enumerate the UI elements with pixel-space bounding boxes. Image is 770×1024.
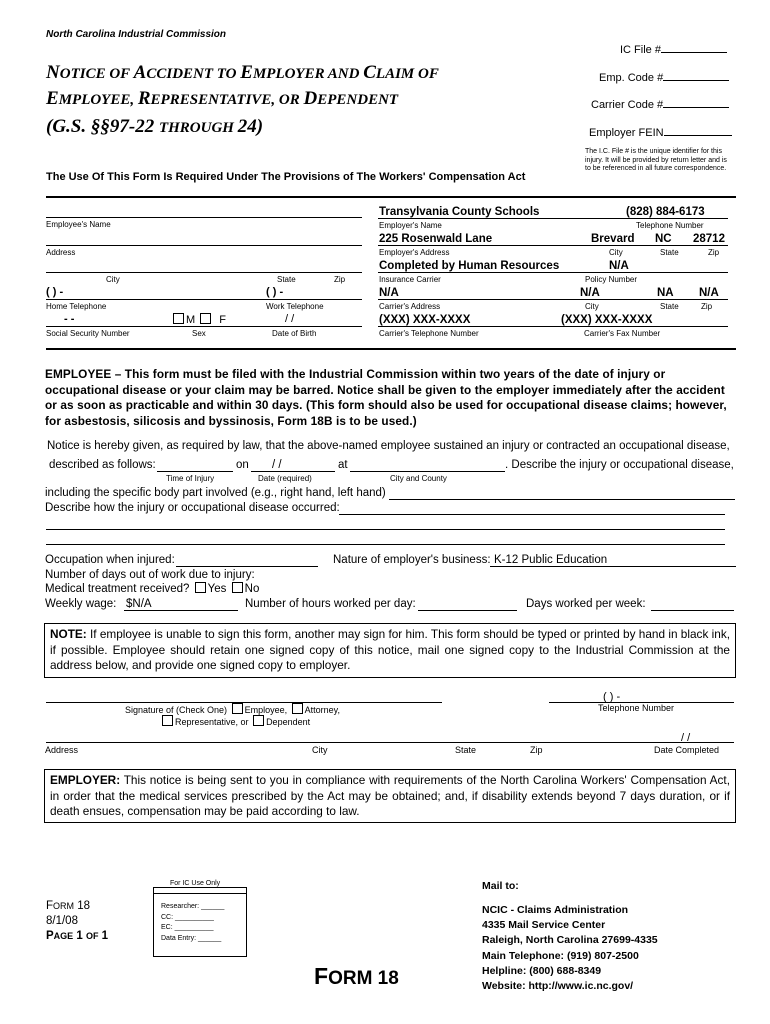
employer-zip-value[interactable]: 28712 bbox=[693, 233, 725, 245]
carrier-phone-rule bbox=[378, 326, 728, 327]
emp-code-field[interactable]: Emp. Code # bbox=[599, 72, 729, 84]
sig-zip-label: Zip bbox=[530, 745, 543, 755]
ssn-input[interactable]: - - bbox=[64, 313, 75, 325]
sig-state-label: State bbox=[455, 745, 477, 755]
wage-rule bbox=[124, 610, 238, 611]
employee-zip-label: Zip bbox=[334, 275, 346, 284]
carrier-city-value[interactable]: N/A bbox=[580, 287, 600, 299]
employee-address-label: Address bbox=[46, 248, 76, 257]
how-label: Describe how the injury or occupational disease occurred: bbox=[45, 502, 340, 514]
hours-input[interactable] bbox=[418, 610, 517, 611]
form-footer-id: FORM 18 8/1/08 PAGE 1 OF 1 bbox=[46, 900, 109, 942]
carrier-address-rule bbox=[378, 299, 728, 300]
occupation-input[interactable] bbox=[176, 566, 318, 567]
occupation-label: Occupation when injured: bbox=[45, 554, 175, 566]
date-required-label: Date (required) bbox=[258, 474, 312, 483]
mail-address: NCIC - Claims Administration 4335 Mail Service Center Raleigh, North Carolina 27699-4335 Main Telephone: (919) 807-2500 Helpline: (800) 688-8349 Website: http://www.ic.nc.gov/ bbox=[482, 904, 658, 993]
mail-to-label: Mail to: bbox=[482, 880, 519, 892]
employer-name-value[interactable]: Transylvania County Schools bbox=[379, 206, 540, 218]
yes-checkbox[interactable] bbox=[195, 582, 206, 593]
nature-rule bbox=[490, 566, 736, 567]
carrier-phone-label: Carrier's Telephone Number bbox=[379, 329, 479, 338]
male-checkbox[interactable] bbox=[173, 313, 184, 324]
required-statement: The Use Of This Form Is Required Under The Provisions of The Workers' Compensation Act bbox=[46, 171, 526, 183]
sig-check-line1: Signature of (Check One) Employee, Attorney, bbox=[125, 705, 340, 715]
representative-checkbox[interactable] bbox=[162, 715, 173, 726]
policy-number-label: Policy Number bbox=[585, 275, 638, 284]
ic-file-note: The I.C. File # is the unique identifier for this injury. It will be provided by return letter and is to be referenced in all future correspondence. bbox=[585, 148, 727, 172]
carrier-state-value[interactable]: NA bbox=[657, 287, 674, 299]
form-title-line1: NOTICE OF ACCIDENT TO EMPLOYER AND CLAIM OF bbox=[46, 62, 439, 83]
ic-use-rule bbox=[153, 893, 246, 894]
home-phone-input[interactable]: ( ) - bbox=[46, 286, 64, 298]
sig-address-label: Address bbox=[45, 745, 79, 755]
employer-city-value[interactable]: Brevard bbox=[591, 233, 635, 245]
form-title-line3: (G.S. §§97-22 THROUGH 24) bbox=[46, 116, 264, 137]
commission-name: North Carolina Industrial Commission bbox=[46, 29, 227, 40]
policy-number-value[interactable]: N/A bbox=[609, 260, 629, 272]
carrier-code-field[interactable]: Carrier Code # bbox=[591, 99, 729, 111]
date-of-injury-input[interactable] bbox=[251, 471, 335, 472]
nature-value[interactable]: K-12 Public Education bbox=[494, 554, 608, 566]
employee-checkbox[interactable] bbox=[232, 703, 243, 714]
on-label: on bbox=[236, 459, 249, 471]
carrier-rule bbox=[378, 272, 728, 273]
ic-use-fields: Researcher: ______ CC: __________ EC: __________ Data Entry: ______ bbox=[161, 903, 225, 942]
employee-name-label: Employee's Name bbox=[46, 220, 111, 229]
ic-file-field[interactable]: IC File # bbox=[620, 44, 727, 56]
employee-name-input[interactable] bbox=[46, 217, 362, 218]
no-checkbox[interactable] bbox=[232, 582, 243, 593]
sig-phone-label: Telephone Number bbox=[598, 703, 675, 713]
how-input-line3[interactable] bbox=[46, 544, 725, 545]
sig-city-label: City bbox=[312, 745, 328, 755]
body-part-input[interactable] bbox=[389, 499, 735, 500]
employer-notice-text: EMPLOYER: This notice is being sent to you in compliance with requirements of the North Carolina Workers' Compensation Act, in order that the medical services prescribed by the Act may be obtained; and, if disability extends beyond 7 days duration, or if death ensues, compensation may be paid according to law. bbox=[50, 773, 730, 818]
employer-address-value[interactable]: 225 Rosenwald Lane bbox=[379, 233, 493, 245]
header-rule bbox=[46, 196, 736, 198]
date-completed-value: / / bbox=[681, 732, 691, 744]
employee-filing-notice: EMPLOYEE – This form must be filed with the Industrial Commission within two years of the date of injury or occupational disease or your claim may be barred. Notice shall be given to the employer immediately after the accident or as soon as practicable and within 30 days. (This form should also be used for occupational disease claims; however, for asbestosis, silicosis and byssinosis, Form 18B is to be used.) bbox=[45, 367, 727, 428]
carrier-city-label: City bbox=[585, 302, 599, 311]
carrier-zip-value[interactable]: N/A bbox=[699, 287, 719, 299]
employer-city-label: City bbox=[609, 248, 623, 257]
at-label: at bbox=[338, 459, 348, 471]
sig-phone-value: ( ) - bbox=[603, 691, 621, 703]
sig-check-line2: Representative, or Dependent bbox=[160, 715, 310, 727]
dependent-checkbox[interactable] bbox=[253, 715, 264, 726]
work-phone-input[interactable]: ( ) - bbox=[266, 286, 284, 298]
days-input[interactable] bbox=[651, 610, 734, 611]
employer-phone-label: Telephone Number bbox=[636, 221, 704, 230]
date-of-injury-value: / / bbox=[272, 459, 282, 471]
date-completed-label: Date Completed bbox=[654, 745, 720, 755]
employer-name-rule bbox=[378, 218, 728, 219]
carrier-phone-value[interactable]: (XXX) XXX-XXXX bbox=[379, 314, 471, 326]
nature-label: Nature of employer's business: bbox=[333, 554, 491, 566]
female-checkbox[interactable] bbox=[200, 313, 211, 324]
form-title-line2: EMPLOYEE, REPRESENTATIVE, OR DEPENDENT bbox=[46, 88, 399, 109]
address-line-input[interactable] bbox=[46, 742, 734, 743]
dob-input[interactable]: / / bbox=[285, 313, 295, 325]
employer-zip-label: Zip bbox=[708, 248, 720, 257]
injury-intro: Notice is hereby given, as required by law, that the above-named employee sustained an injury or contracted an occupational disease, bbox=[47, 440, 730, 452]
employer-state-label: State bbox=[660, 248, 679, 257]
city-county-input[interactable] bbox=[350, 471, 505, 472]
sex-label: Sex bbox=[192, 329, 206, 338]
time-of-injury-label: Time of Injury bbox=[166, 474, 215, 483]
how-input[interactable] bbox=[339, 514, 725, 515]
days-label: Days worked per week: bbox=[526, 598, 646, 610]
work-phone-label: Work Telephone bbox=[266, 302, 324, 311]
employer-fein-field[interactable]: Employer FEIN bbox=[589, 127, 732, 139]
carrier-address-value[interactable]: N/A bbox=[379, 287, 399, 299]
dob-label: Date of Birth bbox=[272, 329, 317, 338]
carrier-fax-value[interactable]: (XXX) XXX-XXXX bbox=[561, 314, 653, 326]
employee-state-label: State bbox=[277, 275, 296, 284]
describe-tail: . Describe the injury or occupational disease, bbox=[505, 459, 734, 471]
hours-label: Number of hours worked per day: bbox=[245, 598, 416, 610]
employer-address-label: Employer's Address bbox=[379, 248, 450, 257]
carrier-address-label: Carrier's Address bbox=[379, 302, 441, 311]
city-county-label: City and County bbox=[390, 474, 447, 483]
employee-address-input[interactable] bbox=[46, 245, 362, 246]
sex-checkboxes: M F bbox=[171, 313, 226, 326]
ssn-label: Social Security Number bbox=[46, 329, 130, 338]
ic-use-label: For IC Use Only bbox=[170, 880, 221, 887]
employer-name-label: Employer's Name bbox=[379, 221, 442, 230]
phone-rule bbox=[46, 299, 362, 300]
attorney-checkbox[interactable] bbox=[292, 703, 303, 714]
body-part-label: including the specific body part involved (e.g., right hand, left hand) bbox=[45, 487, 386, 499]
note-text: NOTE: If employee is unable to sign this form, another may sign for him. This form should be typed or printed by hand in black ink, if possible. Employee should retain one signed copy of this notice, mail one signed copy to the Industrial Commission at the address below, and provide one signed copy to employer. bbox=[50, 627, 730, 672]
employee-city-label: City bbox=[106, 275, 120, 284]
employer-phone-value[interactable]: (828) 884-6173 bbox=[626, 206, 705, 218]
days-out-label: Number of days out of work due to injury: bbox=[45, 569, 255, 581]
carrier-state-label: State bbox=[660, 302, 679, 311]
big-form-number: FORM 18 bbox=[314, 963, 399, 989]
insurance-carrier-value[interactable]: Completed by Human Resources bbox=[379, 260, 560, 272]
insurance-carrier-label: Insurance Carrier bbox=[379, 275, 441, 284]
medical-treatment: Medical treatment received? Yes No bbox=[45, 583, 260, 595]
ssn-rule bbox=[46, 326, 362, 327]
weekly-wage-value[interactable]: $N/A bbox=[126, 598, 152, 610]
employer-address-rule bbox=[378, 245, 728, 246]
described-label: described as follows: bbox=[49, 459, 156, 471]
weekly-wage-label: Weekly wage: bbox=[45, 598, 117, 610]
time-of-injury-input[interactable] bbox=[157, 471, 233, 472]
employee-city-input[interactable] bbox=[46, 272, 362, 273]
how-input-line2[interactable] bbox=[46, 529, 725, 530]
section-rule bbox=[46, 348, 736, 350]
carrier-fax-label: Carrier's Fax Number bbox=[584, 329, 661, 338]
employer-state-value[interactable]: NC bbox=[655, 233, 672, 245]
home-phone-label: Home Telephone bbox=[46, 302, 107, 311]
carrier-zip-label: Zip bbox=[701, 302, 713, 311]
